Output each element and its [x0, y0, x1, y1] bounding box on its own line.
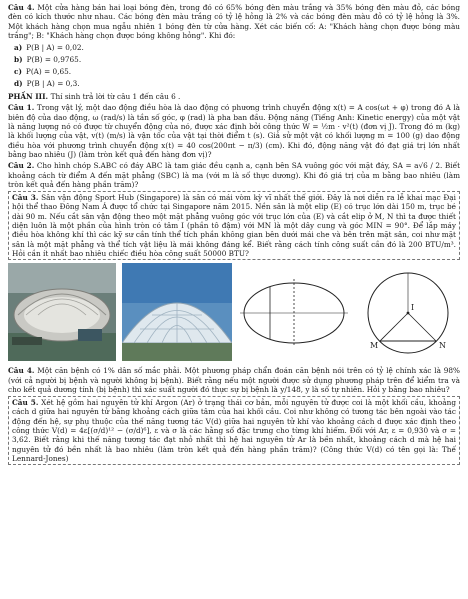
stadium-aerial-photo [8, 263, 116, 361]
question-label: Câu 4. [8, 3, 35, 12]
stadium-figures [8, 263, 460, 363]
question-5-lennard-jones [8, 396, 460, 465]
question-text: Câu 5. Xét hệ gồm hai nguyên tử khí Argon (Ar) ở trạng thái cơ bản, mỗi nguyên tử được coi là một khối cầu, khoảng cách d giữa hai nguyên tử bằng khoảng cách giữa tâm của hai khối cầu. Coi như không có tương tác bên ngoài vào tác động đến hệ, sự phụ thuộc của thế năng tương tác V(d) giữa hai nguyên tử khí vào khoảng cách d được xác định theo công thức V(d) = 4ε[(σ/d)¹² − (σ/d)⁶], ε và σ là các hằng số đặc trưng cho từng khí hiếm. Đối với Ar, ε = 0,930 và σ = 3,62. Biết rằng khi thế năng tương tác đạt nhỏ nhất thì hệ hai nguyên tử Ar là bền nhất, khoảng cách d mà hệ hai nguyên tử đó bền nhất là bao nhiêu (làm tròn kết quả đến hàng phần trăm)? (Công thức V(d) có tên gọi là: Thế Lennard-Jones) [12, 398, 456, 463]
question-label: Câu 1. [8, 103, 35, 113]
option-b: b) P(B) = 0,9765. [14, 55, 82, 65]
question-2-pyramid: Câu 2. Cho hình chóp S.ABC có đáy ABC là tam giác đều cạnh a, cạnh bên SA vuông góc với mặt đáy, SA = a√6 / 2. Biết khoảng cách từ điểm A đến mặt phẳng (SBC) là ma (với m là số thực dương). Khi đó giá trị của m bằng bao nhiêu (làm tròn kết quả đến hàng phần trăm)? [8, 161, 460, 189]
question-label: Câu 3. [12, 193, 39, 203]
option-d: d) P(B | A) = 0,3. [14, 79, 80, 89]
question-text: Câu 4. Một cửa hàng bán hai loại bóng đèn, trong đó có 65% bóng đèn màu trắng và 35% bóng đèn màu đỏ, các bóng đèn có kích thước như nhau. Các bóng đèn màu trắng có tỷ lệ hỏng là 2% và các bóng đèn màu đỏ có tỷ lệ hỏng là 3%. Một khách hàng chọn mua ngẫu nhiên 1 bóng đèn từ cửa hàng. Xét các biến cố: A: "Khách hàng chọn được bóng màu trắng"; B: "Khách hàng chọn được bóng không hỏng". Khi đó: [8, 3, 460, 40]
ellipse-diagram [240, 263, 348, 361]
question-text: Câu 3. Sân vận động Sport Hub (Singapore) là sân có mái vòm kỳ vĩ nhất thế giới. Đây là nơi diễn ra lễ khai mạc Đại hội thể thao Đông Nam Á được tổ chức tại Singapore năm 2015. Nền sân là một elip (E) có trục lớn dài 150 m, trục bé dài 90 m. Nếu cắt sân vận động theo một mặt phẳng vuông góc với trục lớn của (E) và cắt elip ở M, N thì ta được thiết diện luôn là một phần của hình tròn có tâm I (phần tô đậm) với MN là một dây cung và góc MIN = 90°. Để lắp máy điều hòa không khí thì các kỹ sư cần tính thể tích phần không gian bên dưới mái che và bên trên mặt sân, coi như mặt sân là một mặt phẳng và thể tích vật liệu là mái không đáng kể. Biết rằng cách tính công suất cần đó là 200 BTU/m³. Hỏi cần ít nhất bao nhiêu chiếc điều hòa công suất 50000 BTU? [12, 193, 456, 258]
circle-section-diagram [356, 263, 460, 361]
option-c: c) P(A) = 0,65. [14, 67, 72, 77]
question-1-kinetic-energy: Câu 1. Trong vật lý, một dao động điều hòa là dao động có phương trình chuyển động x(t) = A cos(ωt + φ) trong đó A là biên độ của dao động, ω (rad/s) là tần số góc, φ (rad) là pha ban đầu. Động năng (Tiếng Anh: Kinetic energy) của một vật là năng lượng nó có được từ chuyển động của nó, được xác định bởi công thức W = ½m · v²(t) (đơn vị J). Trong đó m (kg) là khối lượng của vật, v(t) (m/s) là vận tốc của vật tại thời điểm t (s). Giả sử một vật có khối lượng m = 100 (g) dao động điều hòa với phương trình chuyển động x(t) = 40 cos(200πt − π/3) (cm). Khi đó, động năng vật đó đạt giá trị lớn nhất bằng bao nhiêu (J) (làm tròn kết quả đến hàng đơn vị)? [8, 103, 460, 159]
question-4-disease-test: Câu 4. Một căn bệnh có 1% dân số mắc phải. Một phương pháp chẩn đoán căn bệnh nói trên có tỷ lệ chính xác là 98% (với cả người bị bệnh và người không bị bệnh). Biết rằng nếu một người được sử dụng phương pháp trên để kiểm tra và cho kết quả dương tính (bị bệnh) thì xác suất người đó thực sự bị bệnh là y/148, y là số tự nhiên. Hỏi y bằng bao nhiêu? [8, 366, 460, 394]
part-3-heading: PHẦN III. Thí sinh trả lời từ câu 1 đến câu 6 . [8, 92, 181, 102]
label-N: N [439, 341, 446, 351]
question-label: Câu 5. [12, 398, 39, 408]
stadium-roof-photo [122, 263, 232, 361]
question-4-lightbulbs [8, 3, 460, 90]
label-I: I [411, 303, 415, 313]
question-3-stadium [8, 191, 460, 260]
option-a: a) P(B | A) = 0,02. [14, 43, 84, 53]
question-label: Câu 2. [8, 161, 35, 171]
question-label: Câu 4. [8, 366, 35, 376]
exam-page [8, 0, 460, 465]
label-M: M [370, 341, 379, 351]
